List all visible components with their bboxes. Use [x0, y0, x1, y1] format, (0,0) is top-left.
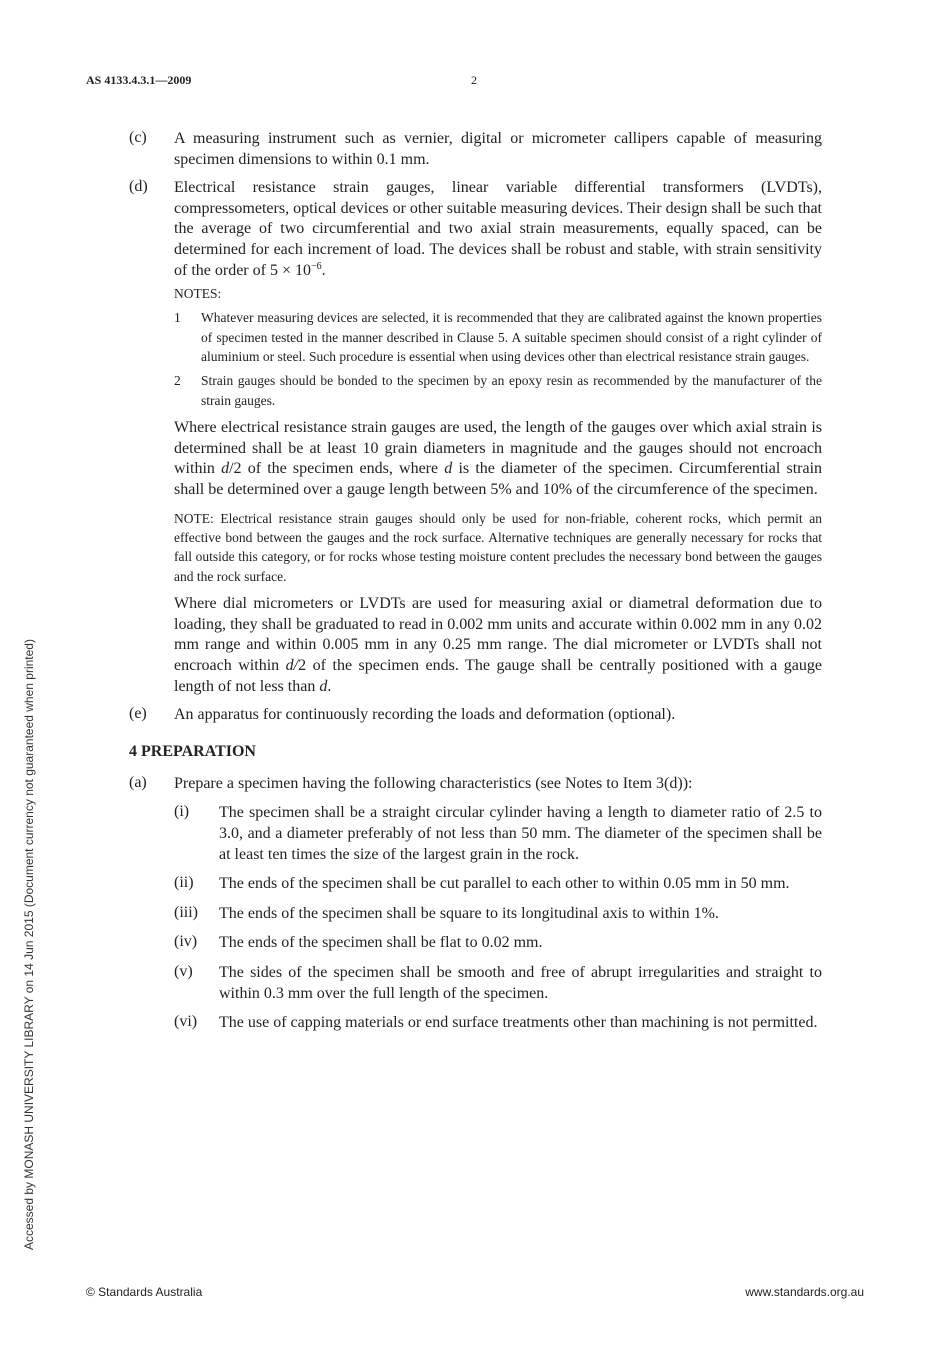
- subitem-text: The ends of the specimen shall be cut parallel to each other to within 0.05 mm in 50 mm.: [219, 875, 790, 893]
- item-text: Prepare a specimen having the following characteristics (see Notes to Item 3(d)):: [174, 774, 693, 792]
- copyright-footer: © Standards Australia: [86, 1285, 203, 1299]
- subitem-text: The use of capping materials or end surface treatments other than machining is not permitted.: [219, 1014, 818, 1032]
- subitem-iii: [0, 904, 950, 925]
- document-body: [0, 129, 950, 1043]
- subitem-label: (ii): [174, 874, 194, 892]
- item-text: An apparatus for continuously recording the loads and deformation (optional).: [174, 706, 676, 724]
- item-label: (c): [129, 129, 147, 146]
- item-label: (e): [129, 705, 147, 723]
- page-number: 2: [471, 73, 477, 87]
- subitem-ii: [0, 874, 950, 895]
- note-text: Strain gauges should be bonded to the specimen by an epoxy resin as recommended by the manufacturer of the strain gauges.: [201, 373, 822, 408]
- subitem-vi: [0, 1013, 950, 1034]
- subitem-label: (iv): [174, 933, 198, 951]
- subitem-label: (vi): [174, 1013, 198, 1031]
- item-d: [0, 178, 950, 281]
- section-heading: 4 PREPARATION: [129, 742, 256, 760]
- note-1: [0, 308, 950, 366]
- item-4a: [0, 774, 950, 795]
- note-2: [0, 371, 950, 410]
- website-footer: www.standards.org.au: [745, 1285, 864, 1299]
- item-text: A measuring instrument such as vernier, digital or micrometer callipers capable of measuring specimen dimensions to within 0.1 mm.: [174, 130, 822, 168]
- subitem-text: The specimen shall be a straight circular cylinder having a length to diameter ratio of 2.5 to 3.0, and a diameter preferably of not less than 50 mm. The diameter of the specimen shall be at least ten times the size of the largest grain in the rock.: [219, 804, 822, 863]
- subitem-label: (iii): [174, 903, 198, 921]
- standard-code: AS 4133.4.3.1—2009: [86, 73, 192, 87]
- exponent: −6: [310, 260, 322, 272]
- subitem-text: The ends of the specimen shall be flat to 0.02 mm.: [219, 934, 543, 952]
- access-watermark: Accessed by MONASH UNIVERSITY LIBRARY on 14 Jun 2015 (Document currency not guaranteed when printed): [22, 639, 36, 1250]
- notes-heading: NOTES:: [174, 286, 222, 302]
- subitem-iv: [0, 933, 950, 954]
- note-number: 2: [174, 373, 181, 389]
- item-label: (a): [129, 773, 147, 791]
- item-e: [0, 705, 950, 726]
- subitem-v: [0, 963, 950, 1004]
- item-c: [0, 129, 950, 170]
- subitem-i: [0, 803, 950, 865]
- item-label: (d): [129, 178, 148, 196]
- subitem-label: (v): [174, 962, 193, 980]
- subitem-text: The sides of the specimen shall be smooth and free of abrupt irregularities and straight to within 0.3 mm over the full length of the specimen.: [219, 963, 822, 1002]
- strain-gauge-note: NOTE: Electrical resistance strain gauges should only be used for non-friable, coherent rocks, which permit an effective bond between the gauges and the rock surface. Alternative techniques are generally necessary for rocks that fall outside this category, or for rocks whose testing moisture content precludes the necessary bond between the gauges and the rock surface.: [174, 510, 822, 584]
- note-number: 1: [174, 310, 181, 326]
- dial-micrometer-paragraph: Where dial micrometers or LVDTs are used for measuring axial or diametral deformation due to loading, they shall be graduated to read in 0.002 mm units and accurate within 0.002 mm in any 0.02 mm range and within 0.005 mm in any 0.25 mm range. The dial micrometer or LVDTs shall not encroach within d/2 of the specimen ends. The gauge shall be centrally positioned with a gauge length of not less than d.: [174, 595, 822, 695]
- subitem-text: The ends of the specimen shall be square to its longitudinal axis to within 1%.: [219, 904, 719, 922]
- item-text: Electrical resistance strain gauges, linear variable differential transformers (LVDTs), compressometers, optical devices or other suitable measuring devices. Their design shall be such that the average of two circumferential and two axial strain measurements, equally spaced, can be determined for each increment of load. The devices shall be robust and stable, with strain sensitivity of the order of $5 \times 10^{-6}$.: [174, 179, 822, 279]
- subitem-label: (i): [174, 803, 190, 821]
- strain-gauge-paragraph: Where electrical resistance strain gauges are used, the length of the gauges over which axial strain is determined shall be at least 10 grain diameters in magnitude and the gauges should not encroach within d/2 of the specimen ends, where d is the diameter of the specimen. Circumferential strain shall be determined over a gauge length between 5% and 10% of the circumference of the specimen.: [174, 419, 823, 498]
- note-text: Whatever measuring devices are selected, it is recommended that they are calibrated against the known properties of specimen tested in the manner described in Clause 5. A suitable specimen should consist of a right cylinder of aluminium or steel. Such procedure is essential when using devices other than electrical resistance strain gauges.: [201, 310, 822, 364]
